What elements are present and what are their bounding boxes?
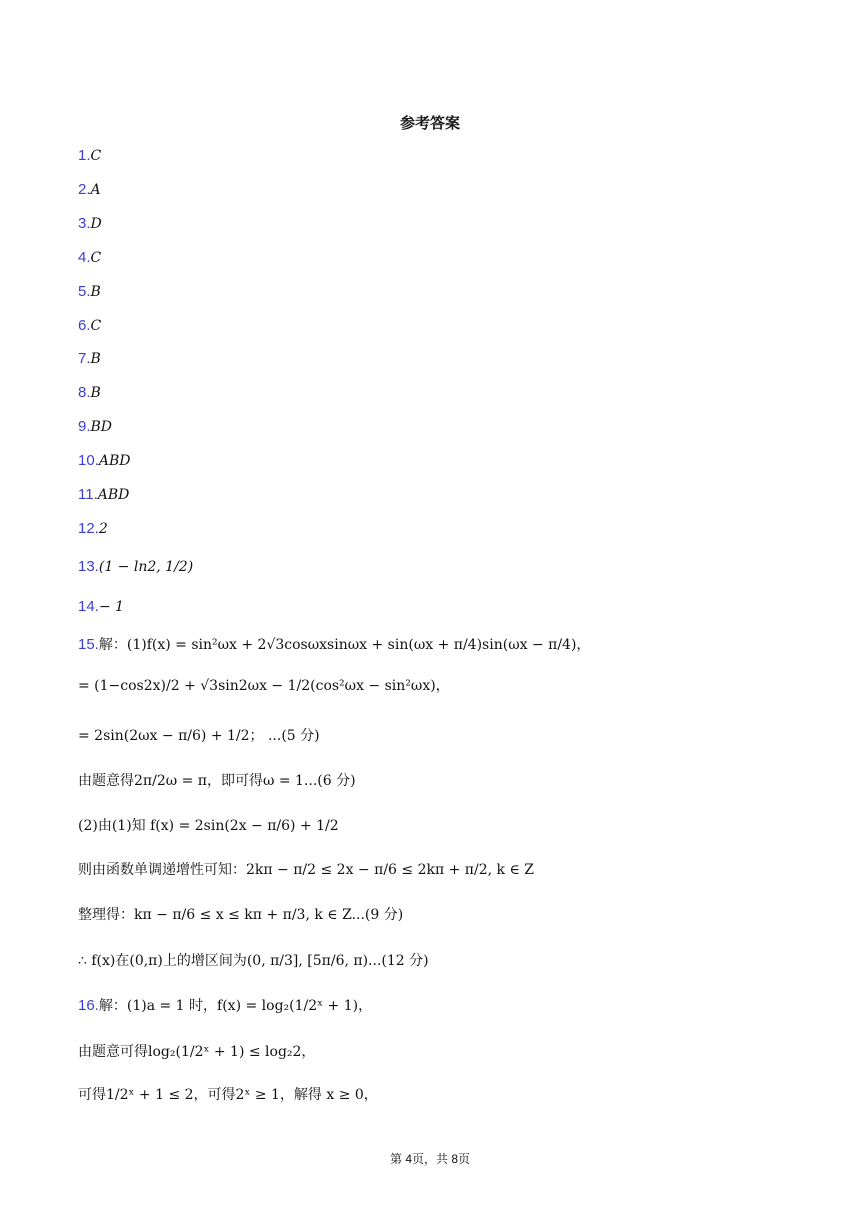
answer-text: 2: [98, 521, 108, 537]
answer-number: 13.: [78, 558, 99, 575]
solution-text: (2)由(1)知 f(x) = 2sin(2x − π/6) + 1/2: [78, 818, 339, 834]
solution-text: 整理得：kπ − π/6 ≤ x ≤ kπ + π/3, k ∈ Z...(9 分): [78, 907, 404, 923]
answer-text: D: [90, 216, 102, 232]
answer-text: BD: [90, 419, 113, 435]
answer-number: 3.: [78, 215, 91, 232]
answer-item: [78, 485, 129, 505]
answer-item: [78, 383, 101, 403]
solution-line: [78, 1042, 315, 1062]
answer-number: 1.: [78, 147, 91, 164]
answer-number: 7.: [78, 350, 91, 367]
solution-text: 则由函数单调递增性可知：2kπ − π/2 ≤ 2x − π/6 ≤ 2kπ + π/2, k ∈ Z: [78, 862, 534, 878]
answer-item: [78, 180, 101, 200]
solution-line: [78, 951, 429, 971]
answer-number: 11.: [78, 486, 98, 503]
solution-text: = (1−cos2x)/2 + √3sin2ωx − 1/2(cos²ωx − sin²ωx)，: [78, 678, 450, 694]
page-title: 参考答案: [399, 115, 460, 132]
question-number: 16.: [78, 997, 99, 1014]
answer-text: − 1: [98, 599, 124, 615]
solution-line: [78, 771, 356, 791]
answer-number: 12.: [78, 520, 99, 537]
answer-number: 4.: [78, 249, 91, 266]
answer-item: [78, 557, 193, 577]
solution-text: 解：(1)f(x) = sin²ωx + 2√3cosωxsinωx + sin(ωx + π/4)sin(ωx − π/4)，: [98, 637, 591, 653]
solution-line: [78, 635, 590, 655]
answer-text: B: [90, 351, 101, 367]
solution-line: [78, 996, 372, 1016]
solution-text: ∴ f(x)在(0,π)上的增区间为(0, π/3], [5π/6, π)...(12 分): [78, 953, 429, 969]
answer-number: 6.: [78, 317, 91, 334]
answer-item: [78, 214, 102, 234]
solution-line: [78, 1085, 378, 1105]
solution-text: 由题意得2π/2ω = π，即可得ω = 1...(6 分): [78, 773, 356, 789]
answer-item: [78, 451, 130, 471]
solution-line: [78, 816, 339, 836]
solution-line: [78, 726, 320, 746]
answer-text: (1 − ln2, 1/2): [98, 559, 194, 575]
answer-text: B: [90, 385, 101, 401]
answer-item: [78, 316, 101, 336]
solution-line: [78, 676, 450, 696]
answer-number: 5.: [78, 283, 91, 300]
answer-item: [78, 282, 101, 302]
answer-text: C: [90, 148, 102, 164]
solution-text: 解：(1)a = 1 时，f(x) = log₂(1/2ˣ + 1)，: [98, 998, 373, 1014]
solution-text: 可得1/2ˣ + 1 ≤ 2，可得2ˣ ≥ 1，解得 x ≥ 0，: [78, 1087, 378, 1103]
page-footer: 第 4页，共 8页: [389, 1152, 471, 1166]
answer-text: ABD: [97, 487, 130, 503]
answer-number: 14.: [78, 598, 99, 615]
answer-number: 10.: [78, 452, 99, 469]
answer-item: [78, 146, 101, 166]
answer-text: ABD: [98, 453, 131, 469]
answer-number: 2.: [78, 181, 91, 198]
answer-number: 8.: [78, 384, 91, 401]
question-number: 15.: [78, 636, 99, 653]
answer-text: A: [90, 182, 101, 198]
answer-number: 9.: [78, 418, 91, 435]
answer-item: [78, 349, 101, 369]
solution-line: [78, 905, 403, 925]
solution-line: [78, 860, 534, 880]
answer-item: [78, 519, 108, 539]
solution-text: = 2sin(2ωx − π/6) + 1/2； ...(5 分): [78, 728, 320, 744]
answer-item: [78, 248, 101, 268]
answer-item: [78, 417, 112, 437]
answer-item: [78, 597, 124, 617]
answer-text: B: [90, 284, 101, 300]
answer-text: C: [90, 250, 102, 266]
answer-text: C: [90, 318, 102, 334]
solution-text: 由题意可得log₂(1/2ˣ + 1) ≤ log₂2，: [78, 1044, 316, 1060]
